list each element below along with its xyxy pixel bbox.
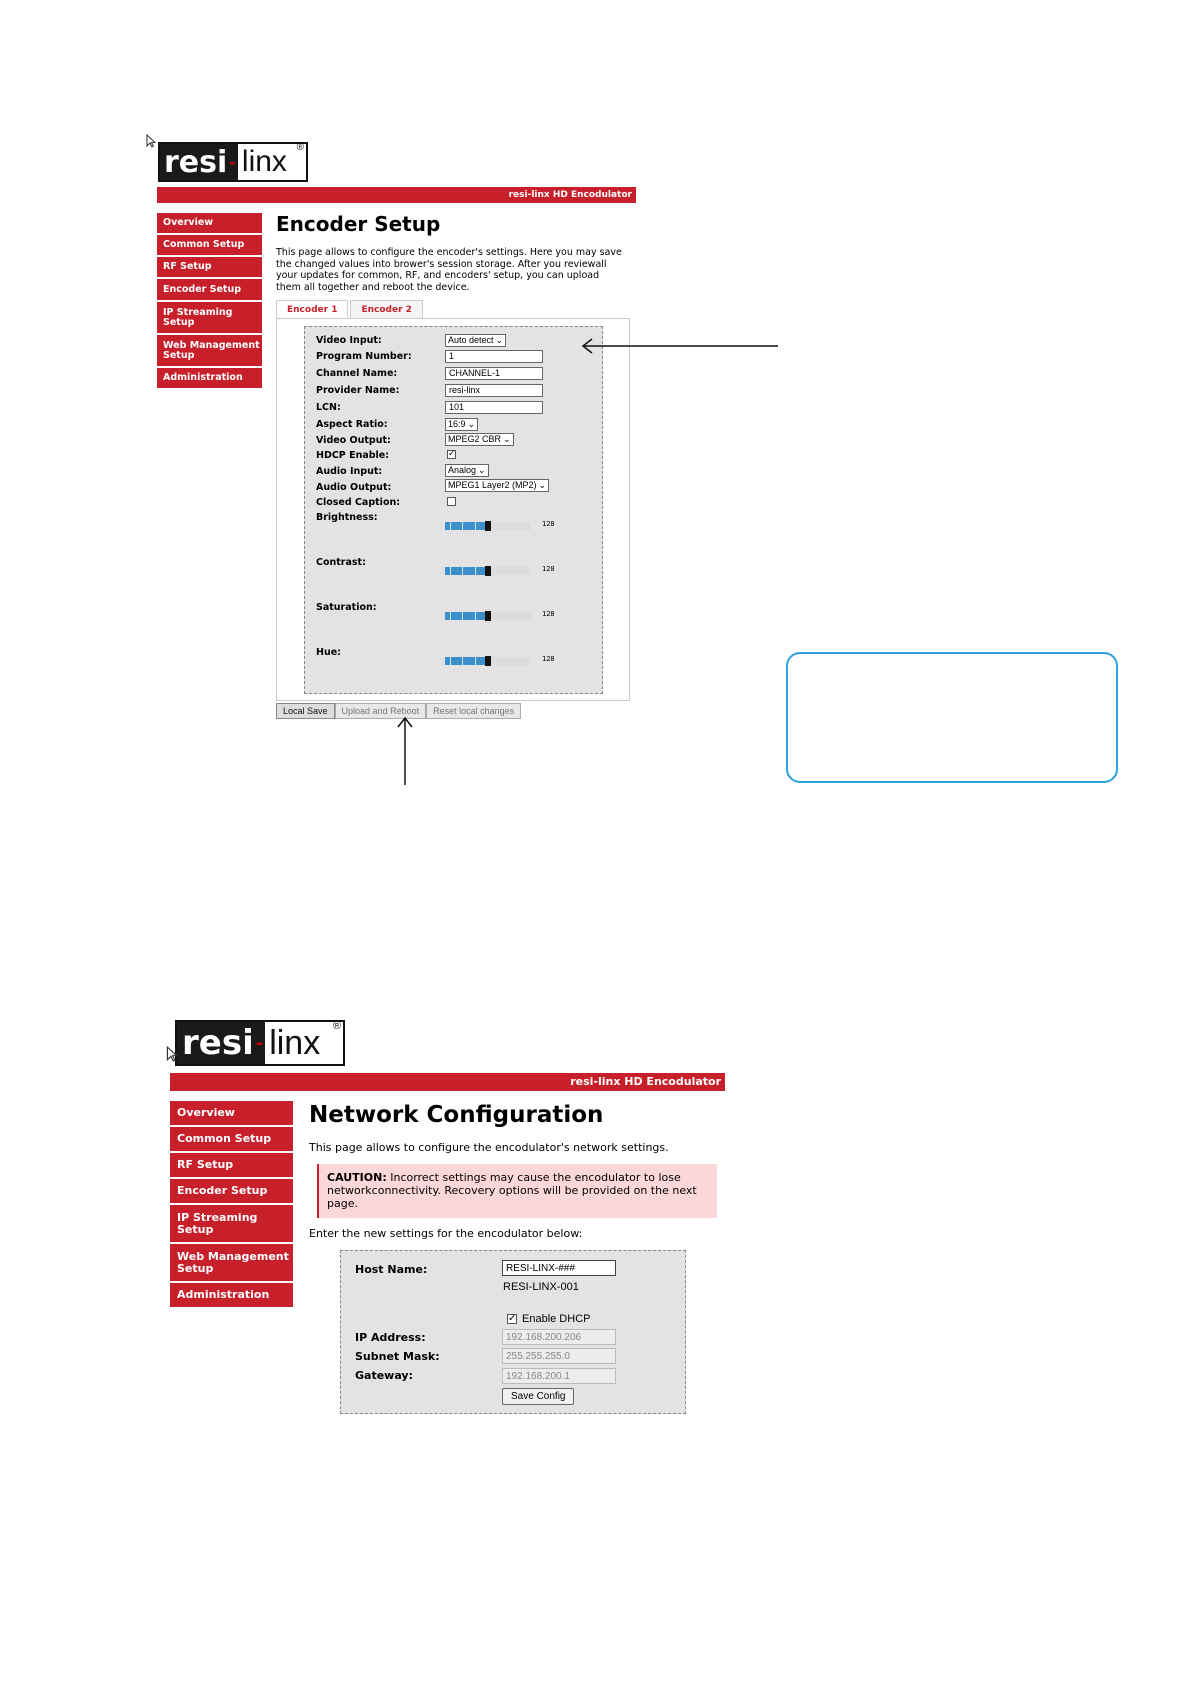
nav-item-rf-setup[interactable]: RF Setup	[170, 1153, 293, 1179]
checkmark-icon: ✓	[448, 449, 456, 459]
hdcp-enable-label: HDCP Enable:	[316, 450, 390, 461]
video-input-value: Auto detect	[448, 335, 494, 345]
ip-address-input[interactable]: 192.168.200.206	[502, 1329, 616, 1345]
logo-resi: resi	[177, 1022, 256, 1064]
chevron-down-icon: ⌄	[503, 434, 511, 444]
nav-item-common-setup[interactable]: Common Setup	[170, 1127, 293, 1153]
audio-input-select[interactable]	[445, 464, 489, 477]
nav-item-encoder-setup[interactable]: Encoder Setup	[157, 279, 262, 302]
upload-and-reboot-button[interactable]: Upload and Reboot	[335, 703, 427, 719]
slider-tick	[450, 522, 451, 530]
subnet-mask-input[interactable]: 255.255.255.0	[502, 1348, 616, 1364]
save-config-button[interactable]: Save Config	[502, 1388, 574, 1405]
header-banner-2: resi-linx HD Encodulator	[170, 1073, 725, 1091]
aspect-ratio-value: 16:9	[448, 419, 466, 429]
sidebar-nav	[157, 213, 262, 390]
audio-output-select[interactable]	[445, 479, 549, 492]
program-number-label: Program Number:	[316, 351, 412, 362]
hue-slider[interactable]	[445, 657, 531, 665]
caution-label: CAUTION:	[327, 1171, 387, 1184]
aspect-ratio-select[interactable]	[445, 418, 478, 431]
logo-registered-mark: ®	[296, 142, 304, 153]
brightness-value: 128	[542, 520, 555, 528]
tab-encoder-2[interactable]: Encoder 2	[350, 300, 422, 319]
hue-value: 128	[542, 655, 555, 663]
caution-text: Incorrect settings may cause the encodulator to lose networkconnectivity. Recovery options will be provided on the next page.	[327, 1171, 697, 1210]
lcn-label: LCN:	[316, 402, 341, 413]
slider-tick	[450, 612, 451, 620]
lcn-input[interactable]: 101	[445, 401, 543, 414]
nav-item-web-management-setup[interactable]: Web Management Setup	[157, 335, 262, 368]
slider-fill	[445, 612, 488, 620]
audio-output-label: Audio Output:	[316, 482, 392, 493]
host-name-input[interactable]: RESI-LINX-###	[502, 1260, 616, 1276]
sidebar-nav-2	[170, 1101, 293, 1309]
ip-address-label: IP Address:	[355, 1331, 426, 1344]
chevron-down-icon: ⌄	[538, 480, 547, 490]
slider-thumb[interactable]	[485, 611, 491, 621]
video-output-label: Video Output:	[316, 435, 391, 446]
arrow-up-icon	[395, 715, 415, 787]
chevron-down-icon: ⌄	[467, 419, 476, 429]
mouse-cursor-icon	[166, 1046, 178, 1066]
slider-thumb[interactable]	[485, 521, 491, 531]
arrow-left-icon	[580, 336, 780, 356]
host-name-label: Host Name:	[355, 1263, 428, 1276]
nav-item-encoder-setup[interactable]: Encoder Setup	[170, 1179, 293, 1205]
slider-tick	[450, 567, 451, 575]
video-output-select[interactable]	[445, 433, 514, 446]
local-save-button[interactable]: Local Save	[276, 703, 335, 719]
slider-fill	[445, 567, 488, 575]
nav-item-web-management-setup[interactable]: Web Management Setup	[170, 1244, 293, 1283]
slider-tick	[475, 567, 476, 575]
gateway-label: Gateway:	[355, 1369, 413, 1382]
saturation-label: Saturation:	[316, 602, 377, 613]
aspect-ratio-label: Aspect Ratio:	[316, 419, 388, 430]
logo-registered-mark: ®	[332, 1020, 341, 1032]
chevron-down-icon: ⌄	[478, 465, 486, 475]
reset-local-changes-button[interactable]: Reset local changes	[426, 703, 521, 719]
callout-box	[786, 652, 1118, 783]
channel-name-label: Channel Name:	[316, 368, 398, 379]
slider-tick	[462, 522, 463, 530]
saturation-slider[interactable]	[445, 612, 531, 620]
nav-item-overview[interactable]: Overview	[170, 1101, 293, 1127]
contrast-label: Contrast:	[316, 557, 366, 568]
hue-label: Hue:	[316, 647, 341, 658]
brightness-slider[interactable]	[445, 522, 531, 530]
slider-tick	[475, 657, 476, 665]
provider-name-input[interactable]: resi-linx	[445, 384, 543, 397]
settings-prompt: Enter the new settings for the encodulator below:	[309, 1227, 583, 1240]
brightness-label: Brightness:	[316, 512, 378, 523]
nav-item-administration[interactable]: Administration	[170, 1283, 293, 1309]
header-banner: resi-linx HD Encodulator	[157, 187, 636, 203]
contrast-slider[interactable]	[445, 567, 531, 575]
slider-tick	[450, 657, 451, 665]
page-description-2: This page allows to configure the encodulator's network settings.	[309, 1141, 669, 1154]
gateway-input[interactable]: 192.168.200.1	[502, 1368, 616, 1384]
slider-tick	[475, 612, 476, 620]
saturation-value: 128	[542, 610, 555, 618]
mouse-cursor-icon	[146, 133, 156, 152]
program-number-input[interactable]: 1	[445, 350, 543, 363]
closed-caption-checkbox[interactable]	[447, 497, 456, 506]
encoder-settings-form	[304, 326, 603, 694]
provider-name-label: Provider Name:	[316, 385, 400, 396]
slider-fill	[445, 522, 488, 530]
logo-dash: -	[256, 1022, 265, 1064]
logo-linx: linx	[269, 1023, 321, 1062]
page-title: Encoder Setup	[276, 212, 441, 236]
slider-tick	[462, 657, 463, 665]
closed-caption-label: Closed Caption:	[316, 497, 401, 508]
video-output-value: MPEG2 CBR	[448, 434, 502, 444]
logo-resi: resi	[160, 144, 229, 180]
nav-item-rf-setup[interactable]: RF Setup	[157, 257, 262, 279]
nav-item-common-setup[interactable]: Common Setup	[157, 235, 262, 257]
audio-input-value: Analog	[448, 465, 477, 475]
contrast-value: 128	[542, 565, 555, 573]
page-description: This page allows to configure the encoder's settings. Here you may save the changed values into brower's session storage. After you reviewall your updates for common, RF, and encoders' setup, you can upload them all together and reboot the device.	[276, 247, 622, 293]
nav-item-ip-streaming-setup[interactable]: IP Streaming Setup	[157, 302, 262, 335]
caution-box	[317, 1164, 717, 1218]
encoder-tabs	[276, 300, 425, 319]
host-name-current: RESI-LINX-001	[503, 1281, 579, 1293]
nav-item-overview[interactable]: Overview	[157, 213, 262, 235]
tab-encoder-1[interactable]: Encoder 1	[276, 300, 348, 319]
nav-item-administration[interactable]: Administration	[157, 368, 262, 390]
slider-tick	[462, 567, 463, 575]
enable-dhcp-label: Enable DHCP	[522, 1313, 591, 1325]
audio-input-label: Audio Input:	[316, 466, 383, 477]
chevron-down-icon: ⌄	[495, 335, 504, 345]
logo-linx: linx	[241, 145, 287, 178]
slider-tick	[475, 522, 476, 530]
subnet-mask-label: Subnet Mask:	[355, 1350, 440, 1363]
checkmark-icon: ✓	[508, 1313, 517, 1324]
nav-item-ip-streaming-setup[interactable]: IP Streaming Setup	[170, 1205, 293, 1244]
video-input-select[interactable]	[445, 334, 506, 347]
slider-thumb[interactable]	[485, 656, 491, 666]
network-settings-form	[340, 1250, 686, 1414]
slider-fill	[445, 657, 488, 665]
logo-dash: -	[229, 144, 238, 180]
enable-dhcp-checkbox[interactable]	[507, 1314, 517, 1324]
resi-linx-logo	[158, 142, 308, 182]
hdcp-enable-checkbox[interactable]	[447, 450, 456, 459]
slider-tick	[462, 612, 463, 620]
slider-thumb[interactable]	[485, 566, 491, 576]
channel-name-input[interactable]: CHANNEL-1	[445, 367, 543, 380]
resi-linx-logo-2	[175, 1020, 345, 1066]
page-title-2: Network Configuration	[309, 1102, 604, 1128]
video-input-label: Video Input:	[316, 335, 382, 346]
audio-output-value: MPEG1 Layer2 (MP2)	[448, 480, 537, 490]
